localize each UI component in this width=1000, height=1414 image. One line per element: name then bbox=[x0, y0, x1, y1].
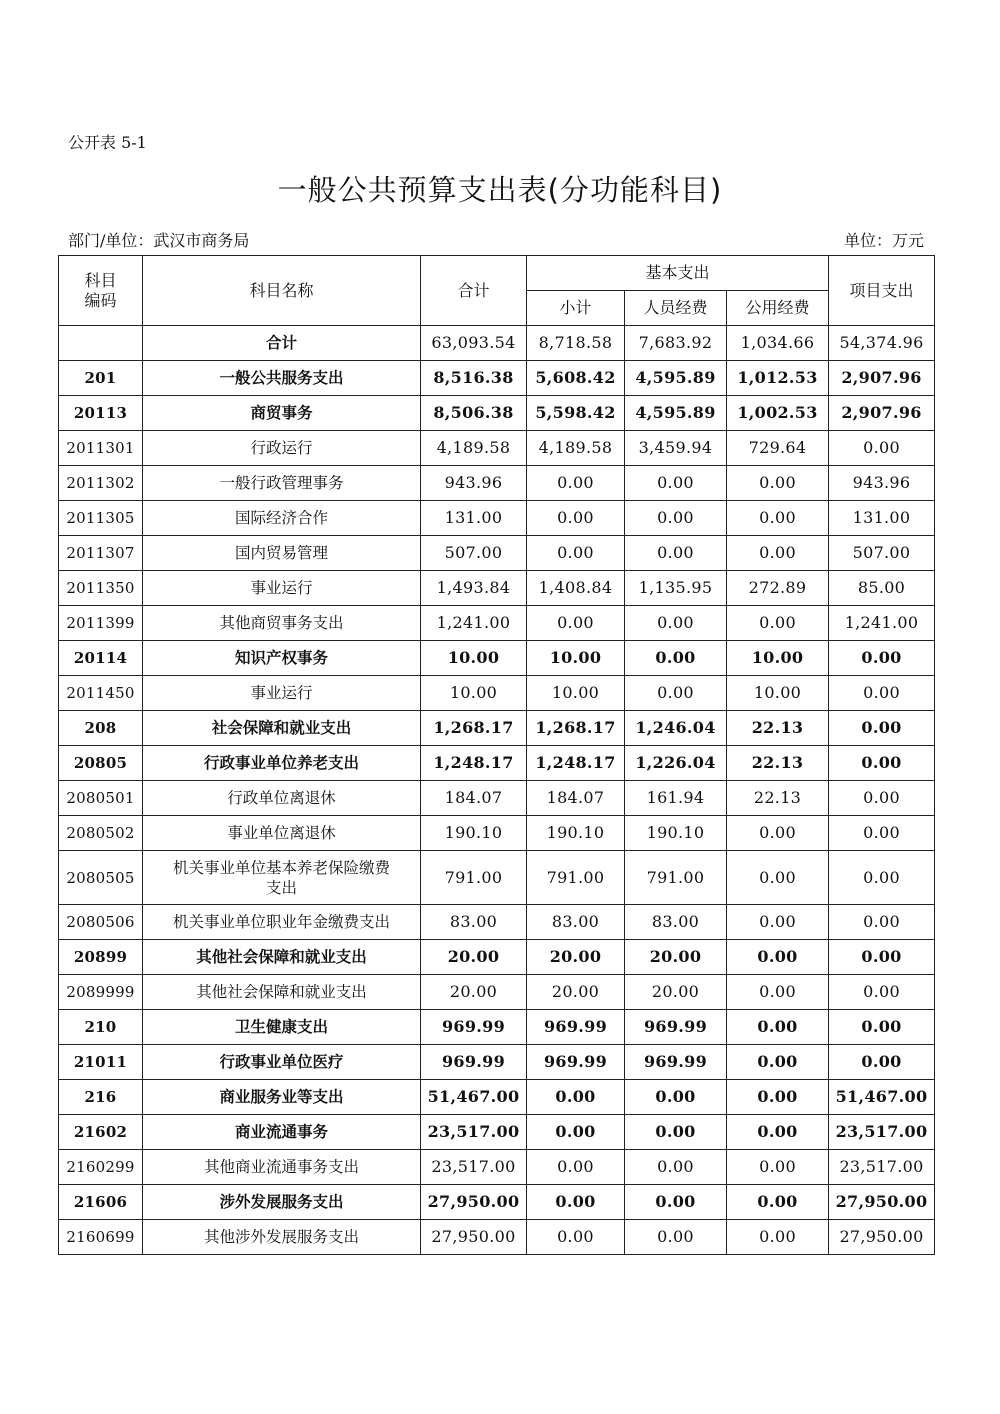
cell-public: 0.00 bbox=[727, 1115, 829, 1150]
cell-personnel: 4,595.89 bbox=[625, 361, 727, 396]
cell-code: 2011399 bbox=[59, 606, 143, 641]
cell-personnel: 7,683.92 bbox=[625, 326, 727, 361]
cell-name: 卫生健康支出 bbox=[143, 1010, 421, 1045]
cell-public: 0.00 bbox=[727, 940, 829, 975]
cell-subtotal: 1,248.17 bbox=[527, 746, 625, 781]
cell-total: 184.07 bbox=[421, 781, 527, 816]
cell-total: 8,506.38 bbox=[421, 396, 527, 431]
table-row bbox=[59, 711, 935, 746]
table-row bbox=[59, 781, 935, 816]
col-basic-header: 基本支出 bbox=[527, 256, 829, 291]
cell-personnel: 83.00 bbox=[625, 905, 727, 940]
cell-total: 27,950.00 bbox=[421, 1185, 527, 1220]
cell-name: 事业运行 bbox=[143, 571, 421, 606]
cell-personnel: 190.10 bbox=[625, 816, 727, 851]
cell-name: 行政单位离退休 bbox=[143, 781, 421, 816]
cell-project: 27,950.00 bbox=[829, 1220, 935, 1255]
cell-public: 0.00 bbox=[727, 905, 829, 940]
col-total-header: 合计 bbox=[421, 256, 527, 326]
table-row bbox=[59, 641, 935, 676]
cell-public: 0.00 bbox=[727, 851, 829, 905]
budget-table bbox=[58, 255, 935, 1255]
cell-public: 0.00 bbox=[727, 466, 829, 501]
cell-code: 2080506 bbox=[59, 905, 143, 940]
table-row bbox=[59, 851, 935, 905]
cell-subtotal: 20.00 bbox=[527, 975, 625, 1010]
cell-project: 54,374.96 bbox=[829, 326, 935, 361]
cell-project: 0.00 bbox=[829, 1010, 935, 1045]
cell-project: 131.00 bbox=[829, 501, 935, 536]
cell-total: 969.99 bbox=[421, 1045, 527, 1080]
cell-subtotal: 190.10 bbox=[527, 816, 625, 851]
cell-public: 0.00 bbox=[727, 536, 829, 571]
cell-subtotal: 0.00 bbox=[527, 1150, 625, 1185]
cell-project: 2,907.96 bbox=[829, 396, 935, 431]
cell-total: 20.00 bbox=[421, 940, 527, 975]
cell-name: 其他商业流通事务支出 bbox=[143, 1150, 421, 1185]
cell-project: 0.00 bbox=[829, 1045, 935, 1080]
cell-personnel: 0.00 bbox=[625, 1185, 727, 1220]
cell-subtotal: 5,598.42 bbox=[527, 396, 625, 431]
table-row bbox=[59, 536, 935, 571]
col-name-header: 科目名称 bbox=[143, 256, 421, 326]
cell-total: 969.99 bbox=[421, 1010, 527, 1045]
table-row bbox=[59, 431, 935, 466]
cell-personnel: 791.00 bbox=[625, 851, 727, 905]
cell-code: 208 bbox=[59, 711, 143, 746]
col-public-header: 公用经费 bbox=[727, 291, 829, 326]
cell-personnel: 0.00 bbox=[625, 1080, 727, 1115]
cell-public: 0.00 bbox=[727, 501, 829, 536]
cell-project: 0.00 bbox=[829, 641, 935, 676]
cell-total: 20.00 bbox=[421, 975, 527, 1010]
cell-personnel: 0.00 bbox=[625, 466, 727, 501]
cell-name: 其他涉外发展服务支出 bbox=[143, 1220, 421, 1255]
cell-public: 0.00 bbox=[727, 975, 829, 1010]
cell-subtotal: 0.00 bbox=[527, 1185, 625, 1220]
cell-total: 8,516.38 bbox=[421, 361, 527, 396]
cell-subtotal: 20.00 bbox=[527, 940, 625, 975]
table-row bbox=[59, 816, 935, 851]
cell-code: 2089999 bbox=[59, 975, 143, 1010]
cell-personnel: 0.00 bbox=[625, 606, 727, 641]
cell-subtotal: 0.00 bbox=[527, 466, 625, 501]
cell-name: 商业服务业等支出 bbox=[143, 1080, 421, 1115]
cell-code: 2011305 bbox=[59, 501, 143, 536]
cell-personnel: 0.00 bbox=[625, 1115, 727, 1150]
cell-total: 943.96 bbox=[421, 466, 527, 501]
cell-subtotal: 791.00 bbox=[527, 851, 625, 905]
table-body bbox=[59, 326, 935, 1255]
cell-project: 51,467.00 bbox=[829, 1080, 935, 1115]
cell-code: 216 bbox=[59, 1080, 143, 1115]
cell-code: 2011350 bbox=[59, 571, 143, 606]
cell-code: 2011307 bbox=[59, 536, 143, 571]
table-row bbox=[59, 1010, 935, 1045]
cell-code: 20113 bbox=[59, 396, 143, 431]
cell-name: 事业运行 bbox=[143, 676, 421, 711]
cell-personnel: 0.00 bbox=[625, 501, 727, 536]
table-row bbox=[59, 396, 935, 431]
cell-public: 22.13 bbox=[727, 711, 829, 746]
cell-public: 272.89 bbox=[727, 571, 829, 606]
col-project-header: 项目支出 bbox=[829, 256, 935, 326]
cell-personnel: 0.00 bbox=[625, 676, 727, 711]
cell-public: 0.00 bbox=[727, 1185, 829, 1220]
cell-personnel: 0.00 bbox=[625, 641, 727, 676]
cell-subtotal: 5,608.42 bbox=[527, 361, 625, 396]
cell-public: 0.00 bbox=[727, 1220, 829, 1255]
cell-subtotal: 0.00 bbox=[527, 606, 625, 641]
cell-subtotal: 969.99 bbox=[527, 1010, 625, 1045]
cell-code: 20899 bbox=[59, 940, 143, 975]
cell-public: 22.13 bbox=[727, 746, 829, 781]
cell-project: 0.00 bbox=[829, 940, 935, 975]
header-row-1 bbox=[59, 256, 935, 291]
col-subtotal-header: 小计 bbox=[527, 291, 625, 326]
cell-total: 27,950.00 bbox=[421, 1220, 527, 1255]
form-number: 公开表 5-1 bbox=[68, 133, 147, 152]
cell-name: 一般公共服务支出 bbox=[143, 361, 421, 396]
cell-personnel: 0.00 bbox=[625, 1150, 727, 1185]
cell-personnel: 0.00 bbox=[625, 1220, 727, 1255]
cell-code: 2160699 bbox=[59, 1220, 143, 1255]
cell-personnel: 4,595.89 bbox=[625, 396, 727, 431]
table-row bbox=[59, 940, 935, 975]
cell-name: 机关事业单位基本养老保险缴费 支出 bbox=[143, 851, 421, 905]
cell-project: 0.00 bbox=[829, 711, 935, 746]
cell-project: 0.00 bbox=[829, 975, 935, 1010]
cell-project: 0.00 bbox=[829, 905, 935, 940]
cell-total: 10.00 bbox=[421, 676, 527, 711]
table-row bbox=[59, 326, 935, 361]
cell-subtotal: 83.00 bbox=[527, 905, 625, 940]
cell-subtotal: 8,718.58 bbox=[527, 326, 625, 361]
cell-personnel: 20.00 bbox=[625, 940, 727, 975]
cell-name: 国内贸易管理 bbox=[143, 536, 421, 571]
cell-public: 0.00 bbox=[727, 816, 829, 851]
cell-total: 1,248.17 bbox=[421, 746, 527, 781]
cell-code bbox=[59, 326, 143, 361]
cell-subtotal: 969.99 bbox=[527, 1045, 625, 1080]
cell-personnel: 3,459.94 bbox=[625, 431, 727, 466]
cell-code: 2011450 bbox=[59, 676, 143, 711]
cell-code: 201 bbox=[59, 361, 143, 396]
cell-personnel: 1,246.04 bbox=[625, 711, 727, 746]
cell-code: 210 bbox=[59, 1010, 143, 1045]
cell-name: 商贸事务 bbox=[143, 396, 421, 431]
cell-subtotal: 0.00 bbox=[527, 501, 625, 536]
cell-project: 23,517.00 bbox=[829, 1115, 935, 1150]
cell-name: 行政事业单位医疗 bbox=[143, 1045, 421, 1080]
cell-public: 1,012.53 bbox=[727, 361, 829, 396]
cell-public: 0.00 bbox=[727, 606, 829, 641]
table-row bbox=[59, 606, 935, 641]
cell-subtotal: 1,268.17 bbox=[527, 711, 625, 746]
table-row bbox=[59, 975, 935, 1010]
cell-project: 1,241.00 bbox=[829, 606, 935, 641]
table-row bbox=[59, 501, 935, 536]
cell-public: 729.64 bbox=[727, 431, 829, 466]
cell-total: 10.00 bbox=[421, 641, 527, 676]
table-row bbox=[59, 676, 935, 711]
cell-code: 20114 bbox=[59, 641, 143, 676]
cell-personnel: 969.99 bbox=[625, 1045, 727, 1080]
table-row bbox=[59, 746, 935, 781]
cell-public: 0.00 bbox=[727, 1010, 829, 1045]
cell-code: 20805 bbox=[59, 746, 143, 781]
unit-label: 单位：万元 bbox=[843, 231, 924, 250]
cell-code: 21606 bbox=[59, 1185, 143, 1220]
cell-subtotal: 0.00 bbox=[527, 1080, 625, 1115]
col-personnel-header: 人员经费 bbox=[625, 291, 727, 326]
cell-name: 社会保障和就业支出 bbox=[143, 711, 421, 746]
cell-name: 涉外发展服务支出 bbox=[143, 1185, 421, 1220]
cell-total: 1,268.17 bbox=[421, 711, 527, 746]
cell-name: 行政运行 bbox=[143, 431, 421, 466]
cell-public: 0.00 bbox=[727, 1080, 829, 1115]
cell-personnel: 0.00 bbox=[625, 536, 727, 571]
cell-subtotal: 1,408.84 bbox=[527, 571, 625, 606]
col-code-header: 科目 编码 bbox=[59, 256, 143, 326]
cell-personnel: 969.99 bbox=[625, 1010, 727, 1045]
cell-subtotal: 0.00 bbox=[527, 1220, 625, 1255]
cell-code: 21011 bbox=[59, 1045, 143, 1080]
cell-public: 1,034.66 bbox=[727, 326, 829, 361]
cell-project: 507.00 bbox=[829, 536, 935, 571]
table-row bbox=[59, 1045, 935, 1080]
cell-project: 0.00 bbox=[829, 816, 935, 851]
table-row bbox=[59, 571, 935, 606]
table-row bbox=[59, 1220, 935, 1255]
table-row bbox=[59, 1185, 935, 1220]
table-row bbox=[59, 1115, 935, 1150]
cell-public: 22.13 bbox=[727, 781, 829, 816]
cell-code: 2160299 bbox=[59, 1150, 143, 1185]
cell-total: 63,093.54 bbox=[421, 326, 527, 361]
cell-public: 10.00 bbox=[727, 676, 829, 711]
cell-total: 23,517.00 bbox=[421, 1150, 527, 1185]
cell-subtotal: 10.00 bbox=[527, 641, 625, 676]
cell-project: 0.00 bbox=[829, 676, 935, 711]
cell-name: 机关事业单位职业年金缴费支出 bbox=[143, 905, 421, 940]
cell-subtotal: 184.07 bbox=[527, 781, 625, 816]
cell-name: 合计 bbox=[143, 326, 421, 361]
cell-code: 2011302 bbox=[59, 466, 143, 501]
cell-total: 131.00 bbox=[421, 501, 527, 536]
cell-project: 23,517.00 bbox=[829, 1150, 935, 1185]
cell-personnel: 20.00 bbox=[625, 975, 727, 1010]
cell-total: 83.00 bbox=[421, 905, 527, 940]
cell-subtotal: 0.00 bbox=[527, 536, 625, 571]
cell-total: 190.10 bbox=[421, 816, 527, 851]
cell-total: 791.00 bbox=[421, 851, 527, 905]
cell-total: 23,517.00 bbox=[421, 1115, 527, 1150]
cell-personnel: 161.94 bbox=[625, 781, 727, 816]
cell-name: 事业单位离退休 bbox=[143, 816, 421, 851]
cell-public: 0.00 bbox=[727, 1045, 829, 1080]
cell-code: 2080502 bbox=[59, 816, 143, 851]
cell-total: 507.00 bbox=[421, 536, 527, 571]
page-title: 一般公共预算支出表(分功能科目) bbox=[277, 173, 723, 207]
cell-subtotal: 0.00 bbox=[527, 1115, 625, 1150]
table-row bbox=[59, 1150, 935, 1185]
cell-personnel: 1,226.04 bbox=[625, 746, 727, 781]
cell-total: 51,467.00 bbox=[421, 1080, 527, 1115]
cell-project: 2,907.96 bbox=[829, 361, 935, 396]
cell-total: 4,189.58 bbox=[421, 431, 527, 466]
cell-project: 0.00 bbox=[829, 746, 935, 781]
cell-code: 2080501 bbox=[59, 781, 143, 816]
cell-public: 0.00 bbox=[727, 1150, 829, 1185]
cell-project: 0.00 bbox=[829, 851, 935, 905]
table-row bbox=[59, 466, 935, 501]
cell-name: 行政事业单位养老支出 bbox=[143, 746, 421, 781]
cell-code: 2011301 bbox=[59, 431, 143, 466]
cell-name: 知识产权事务 bbox=[143, 641, 421, 676]
cell-name: 商业流通事务 bbox=[143, 1115, 421, 1150]
cell-project: 27,950.00 bbox=[829, 1185, 935, 1220]
cell-subtotal: 4,189.58 bbox=[527, 431, 625, 466]
table-row bbox=[59, 905, 935, 940]
cell-public: 10.00 bbox=[727, 641, 829, 676]
cell-project: 0.00 bbox=[829, 781, 935, 816]
cell-name: 其他商贸事务支出 bbox=[143, 606, 421, 641]
table-row bbox=[59, 361, 935, 396]
cell-name: 一般行政管理事务 bbox=[143, 466, 421, 501]
cell-total: 1,493.84 bbox=[421, 571, 527, 606]
cell-public: 1,002.53 bbox=[727, 396, 829, 431]
table-row bbox=[59, 1080, 935, 1115]
cell-project: 85.00 bbox=[829, 571, 935, 606]
cell-project: 0.00 bbox=[829, 431, 935, 466]
cell-code: 2080505 bbox=[59, 851, 143, 905]
cell-name: 国际经济合作 bbox=[143, 501, 421, 536]
cell-code: 21602 bbox=[59, 1115, 143, 1150]
cell-personnel: 1,135.95 bbox=[625, 571, 727, 606]
cell-project: 943.96 bbox=[829, 466, 935, 501]
cell-name: 其他社会保障和就业支出 bbox=[143, 940, 421, 975]
department-label: 部门/单位：武汉市商务局 bbox=[68, 231, 250, 250]
cell-name: 其他社会保障和就业支出 bbox=[143, 975, 421, 1010]
cell-total: 1,241.00 bbox=[421, 606, 527, 641]
cell-subtotal: 10.00 bbox=[527, 676, 625, 711]
